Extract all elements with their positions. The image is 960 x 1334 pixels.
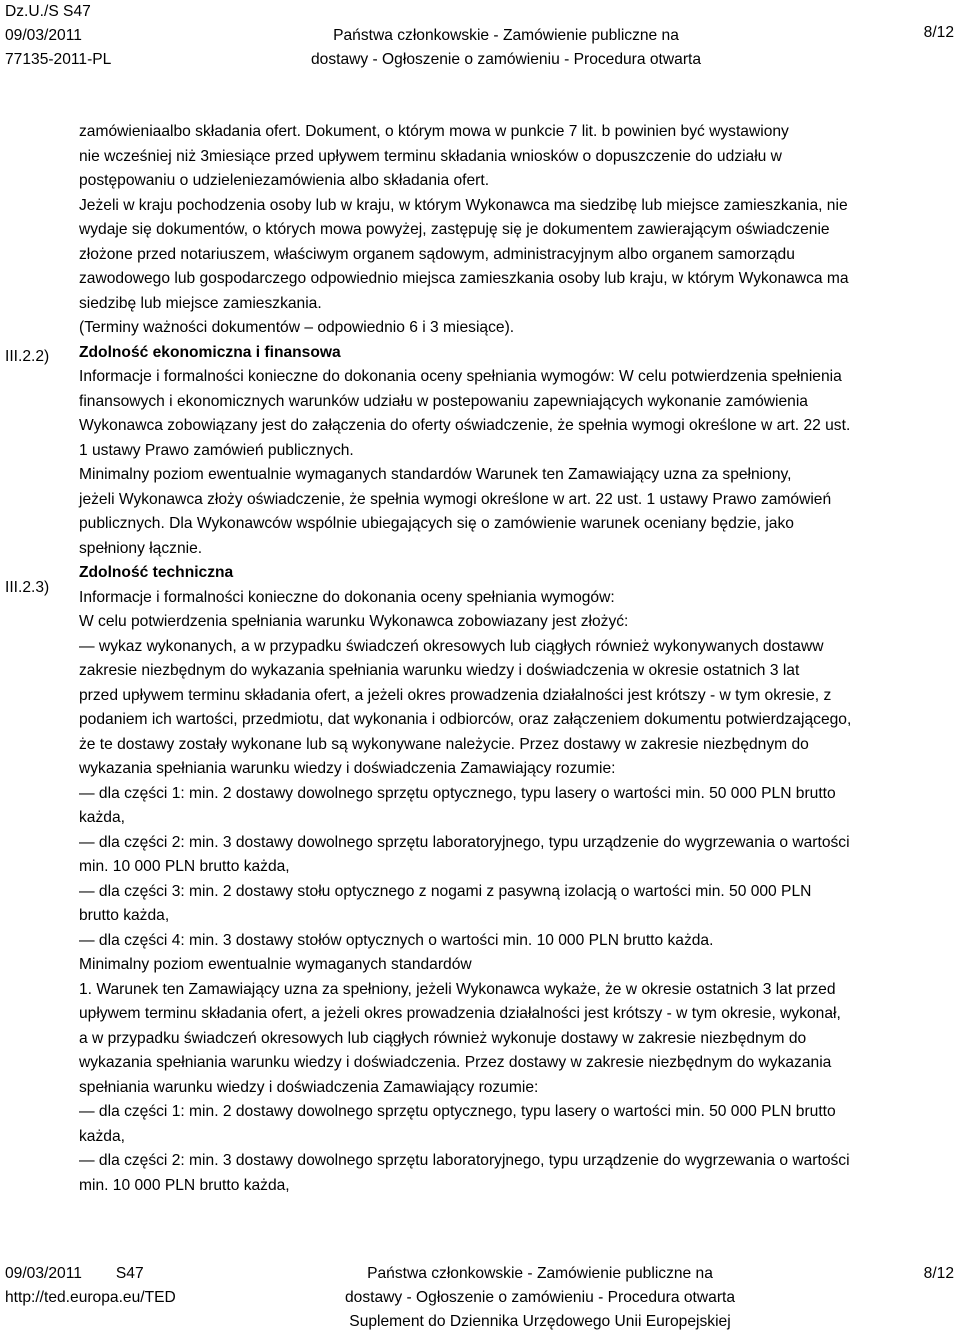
body-line: — dla części 2: min. 3 dostawy dowolnego sprzętu laboratoryjnego, typu urządzenie do wygrzewania o wartości <box>79 1152 850 1169</box>
body-line: — dla części 2: min. 3 dostawy dowolnego sprzętu laboratoryjnego, typu urządzenie do wygrzewania o wartości <box>79 833 850 851</box>
footer-series: S47 <box>115 1265 144 1282</box>
body-line: 1. Warunek ten Zamawiający uzna za spełniony, jeżeli Wykonawca wykaże, że w okresie ostatnich 3 lat przed <box>79 980 836 998</box>
body-line: że te dostawy zostały wykonane lub są wykonywane należycie. Przez dostawy w zakresie niezbędnym do <box>79 735 809 753</box>
body-line: Minimalny poziom ewentualnie wymaganych standardów <box>79 956 472 973</box>
footer-page-number: 8/12 <box>923 1265 954 1282</box>
footer-left <box>5 1262 176 1310</box>
body-line: podaniem ich wartości, przedmiotu, dat wykonania i odbiorców, oraz załączeniem dokumentu potwierdzającego, <box>79 711 852 728</box>
body-line: finansowych i ekonomicznych warunków udziału w postepowaniu zapewniających wykonanie zamówienia <box>79 392 808 410</box>
section-number-economic: III.2.2) <box>5 348 50 365</box>
body-line: — dla części 3: min. 2 dostawy stołu optycznego z nogami z pasywną izolacją o wartości min. 50 000 PLN <box>79 882 812 900</box>
body-line: (Terminy ważności dokumentów – odpowiednio 6 i 3 miesiące). <box>79 319 515 336</box>
body-line: zakresie niezbędnym do wykazania spełniania warunku wiedzy i doświadczenia w okresie ostatnich 3 lat <box>79 662 800 679</box>
body-line: publicznych. Dla Wykonawców wspólnie ubiegających się o zamówienie warunek oceniany będzie, jako <box>79 515 794 532</box>
body-line: min. 10 000 PLN brutto każda, <box>79 858 290 875</box>
header-title <box>226 0 786 72</box>
header-title-line1: Państwa członkowskie - Zamówienie publiczne na <box>333 27 679 44</box>
body-line: — wykaz wykonanych, a w przypadku świadczeń okresowych lub ciągłych również wykonywanych dostaww <box>79 637 824 655</box>
body-line <box>79 1198 960 1223</box>
body-line: W celu potwierdzenia spełniania warunku Wykonawca zobowiazany jest złożyć: <box>79 613 629 630</box>
footer-title-line2: dostawy - Ogłoszenie o zamówieniu - Procedura otwarta <box>344 1289 736 1306</box>
footer-title <box>260 1262 820 1334</box>
body-line: a w przypadku świadczeń okresowych lub ciągłych również wykonuje dostawy w zakresie niezbędnym do <box>79 1029 807 1047</box>
body-line: każda, <box>79 1127 125 1145</box>
footer-title-line3: Suplement do Dziennika Urzędowego Unii Europejskiej <box>349 1313 731 1330</box>
body-line: Informacje i formalności konieczne do dokonania oceny spełniania wymogów: W celu potwierdzenia spełnienia <box>79 368 842 385</box>
section-heading-economic: Zdolność ekonomiczna i finansowa <box>79 343 341 361</box>
body-line: siedzibę lub miejsce zamieszkania. <box>79 294 322 312</box>
body-line: zawodowego lub gospodarczego odpowiednio miejsca zamieszkania osoby lub kraju, w którym Wykonawca ma <box>79 270 849 287</box>
footer-title-line1: Państwa członkowskie - Zamówienie publiczne na <box>367 1265 713 1282</box>
body-line: Jeżeli w kraju pochodzenia osoby lub w kraju, w którym Wykonawca ma siedzibę lub miejsce zamieszkania, nie <box>79 196 848 214</box>
body-line: spełniania warunku wiedzy i doświadczenia Zamawiający rozumie: <box>79 1078 539 1096</box>
header-left <box>5 0 111 72</box>
body-line: — dla części 1: min. 2 dostawy dowolnego sprzętu optycznego, typu lasery o wartości min. 50 000 PLN brutto <box>79 1103 836 1120</box>
body-line: wykazania spełniania warunku wiedzy i doświadczenia. Przez dostawy w zakresie niezbędnym do wykazania <box>79 1054 832 1071</box>
body-line: złożone przed notariuszem, właściwym organem sądowym, administracyjnym albo organem samorządu <box>79 245 795 263</box>
body-line: wydaje się dokumentów, o których mowa powyżej, zastępuję się je dokumentem zawierającym oświadczenie <box>79 221 830 238</box>
body-line: przed upływem terminu składania ofert, a jeżeli okres prowadzenia działalności jest krótszy - w tym okresie, z <box>79 686 832 704</box>
body-line: Minimalny poziom ewentualnie wymaganych standardów Warunek ten Zamawiający uzna za spełniony, <box>79 466 792 483</box>
body-line: Informacje i formalności konieczne do dokonania oceny spełniania wymogów: <box>79 588 615 606</box>
body-line: nie wcześniej niż 3miesiące przed upływem terminu składania wniosków o dopuszczenie do udziału w <box>79 147 782 165</box>
header-title-line2: dostawy - Ogłoszenie o zamówieniu - Procedura otwarta <box>310 51 702 68</box>
body-line: jeżeli Wykonawca złoży oświadczenie, że spełnia wymogi określone w art. 22 ust. 1 ustawy Prawo zamówień <box>79 490 832 508</box>
body-line: 1 ustawy Prawo zamówień publicznych. <box>79 441 354 459</box>
body-line: spełniony łącznie. <box>79 539 203 557</box>
header-page-number: 8/12 <box>923 24 954 41</box>
body-line: każda, <box>79 809 125 826</box>
document-body <box>79 120 960 1223</box>
body-line: brutto każda, <box>79 907 170 924</box>
section-heading-technical: Zdolność techniczna <box>79 564 234 581</box>
header-journal: Dz.U./S S47 <box>5 3 91 20</box>
section-number-technical: III.2.3) <box>5 579 50 596</box>
body-line: zamówieniaalbo składania ofert. Dokument, o którym mowa w punkcie 7 lit. b powinien być wystawiony <box>79 123 789 140</box>
header-date: 09/03/2011 <box>5 27 82 44</box>
header-doc-id: 77135-2011-PL <box>5 51 112 68</box>
body-line: postępowaniu o udzieleniezamówienia albo składania ofert. <box>79 172 490 189</box>
body-line: Wykonawca zobowiązany jest do załączenia do oferty oświadczenie, że spełnia wymogi określone w art. 22 ust. <box>79 417 851 434</box>
body-line: min. 10 000 PLN brutto każda, <box>79 1176 290 1194</box>
footer-date: 09/03/2011 <box>5 1265 82 1282</box>
body-line: upływem terminu składania ofert, a jeżeli okres prowadzenia działalności jest krótszy - w tym okresie, wykonał, <box>79 1005 841 1022</box>
body-line: — dla części 4: min. 3 dostawy stołów optycznych o wartości min. 10 000 PLN brutto każda. <box>79 931 714 949</box>
body-line: wykazania spełniania warunku wiedzy i doświadczenia Zamawiający rozumie: <box>79 760 616 777</box>
footer-url[interactable]: http://ted.europa.eu/TED <box>5 1289 176 1306</box>
body-line: — dla części 1: min. 2 dostawy dowolnego sprzętu optycznego, typu lasery o wartości min. 50 000 PLN brutto <box>79 784 836 802</box>
